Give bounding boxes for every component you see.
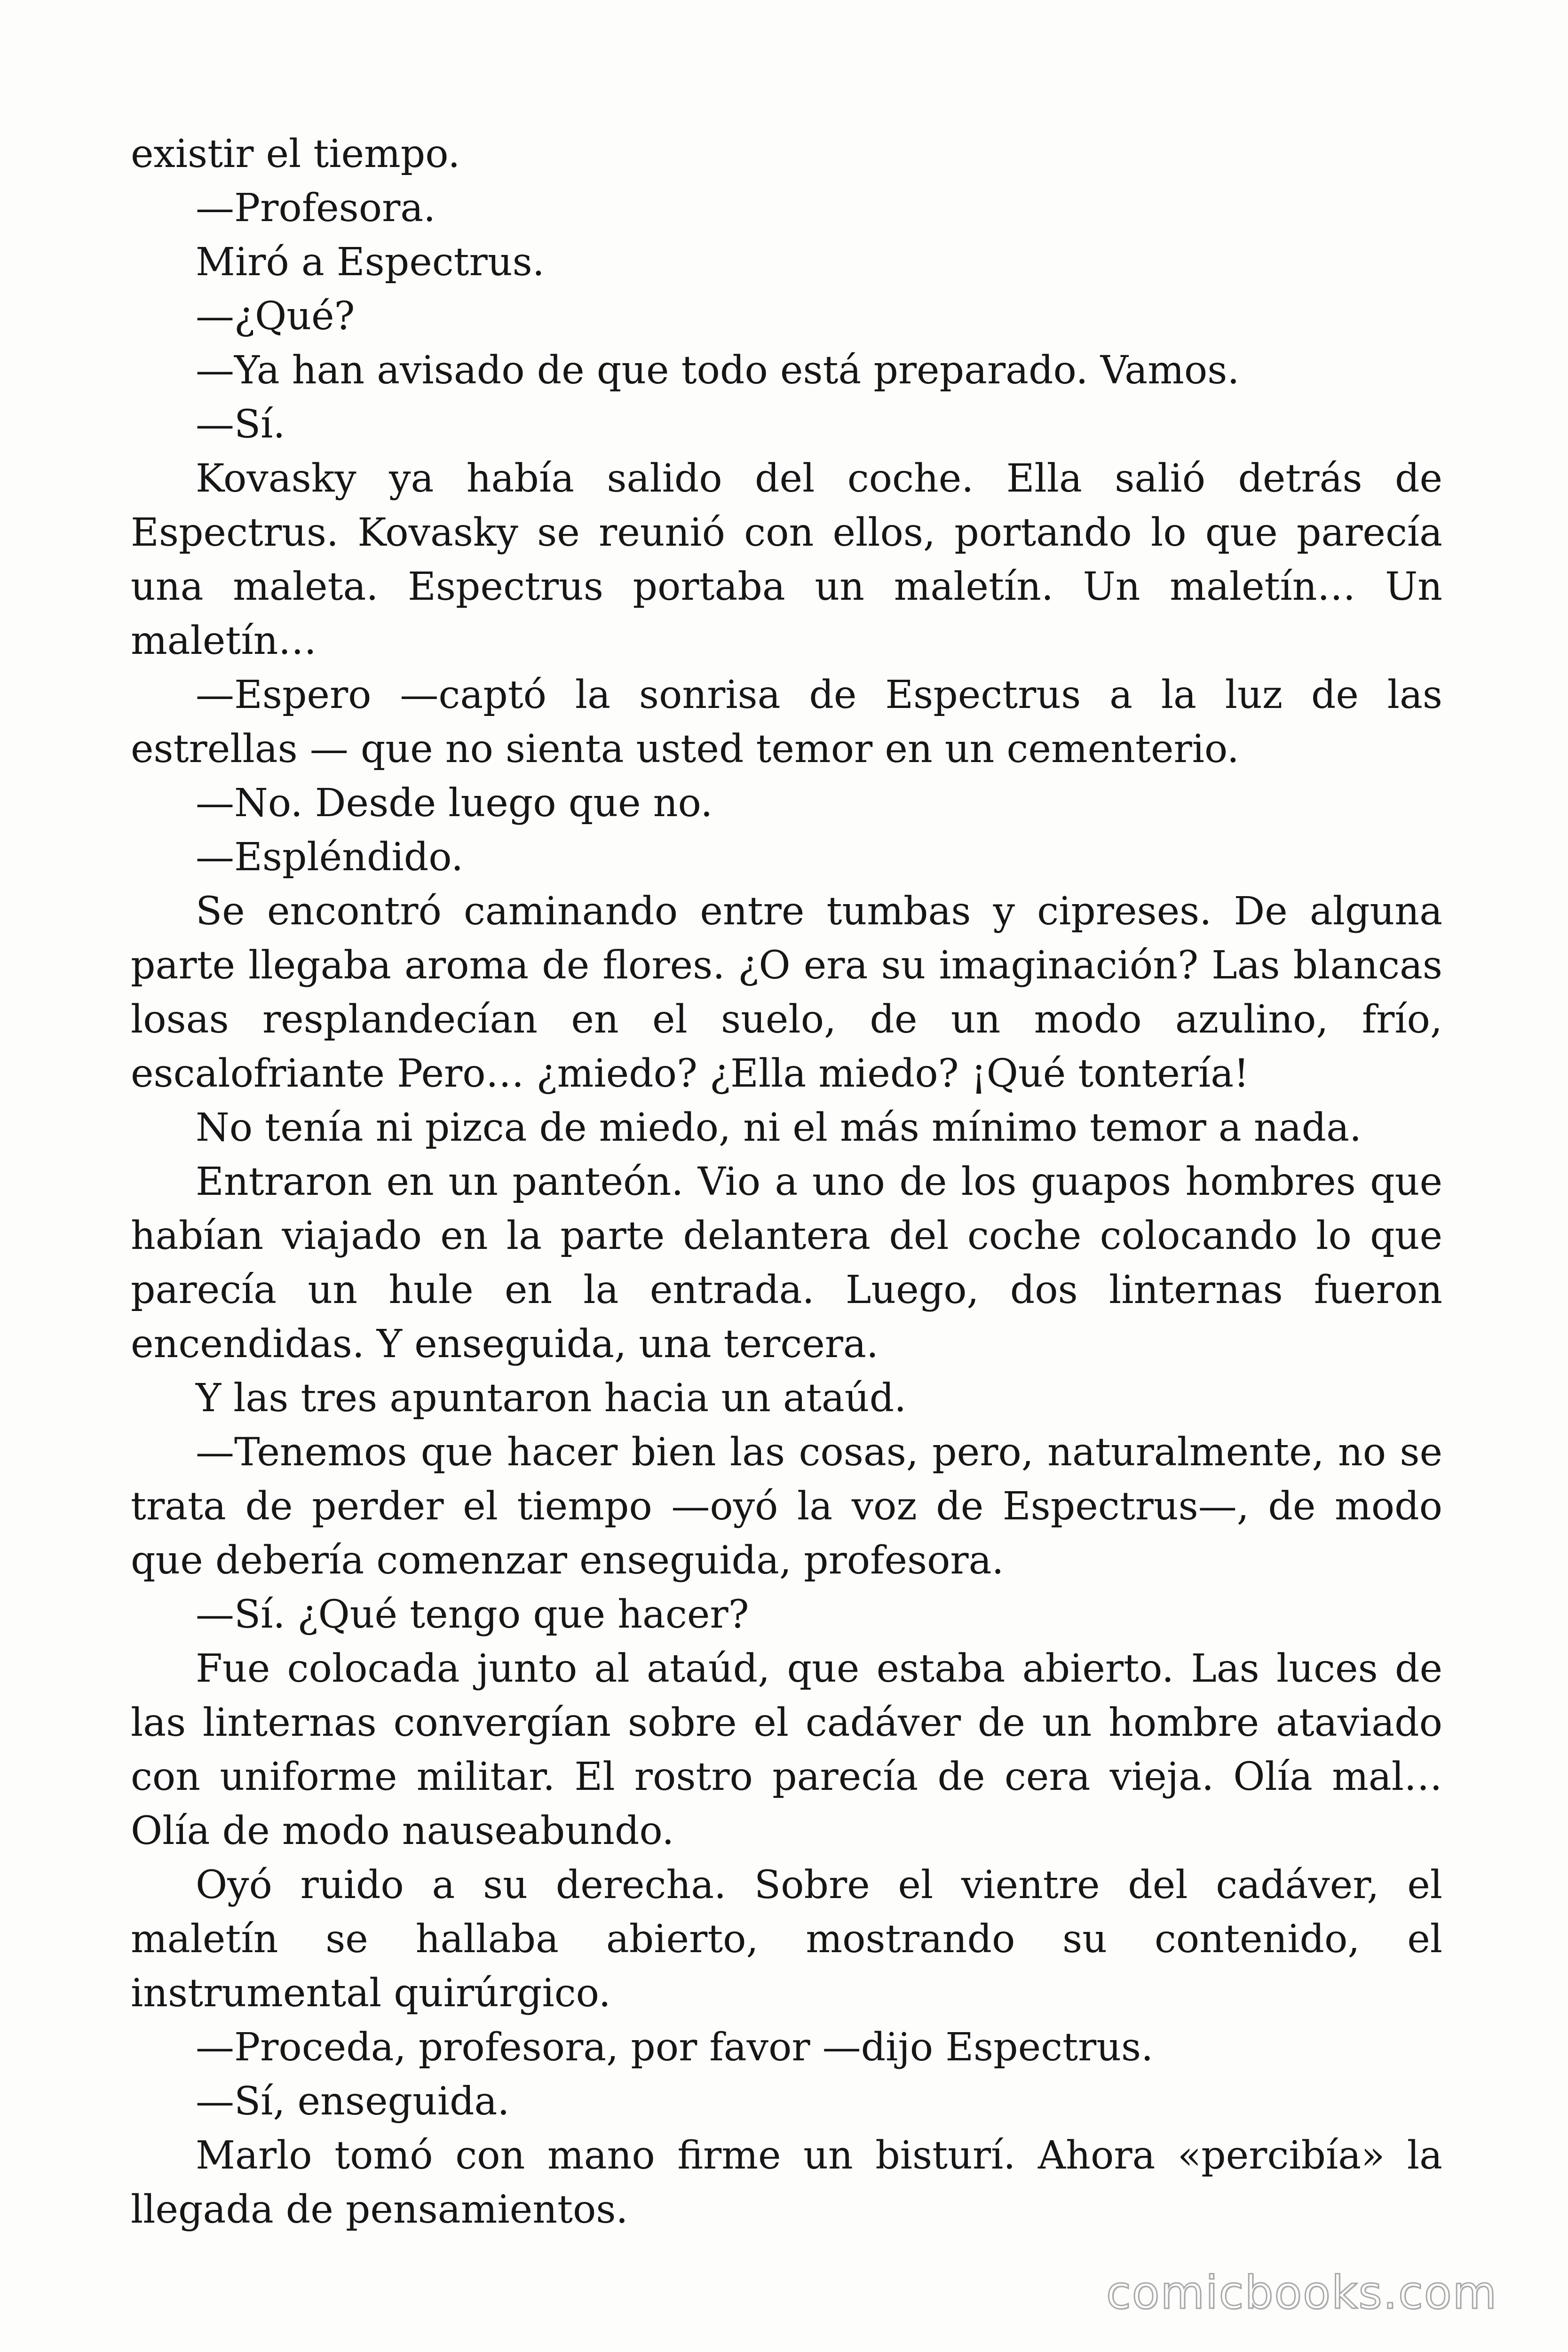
paragraph: —¿Qué? — [196, 294, 355, 339]
paragraph: —Ya han avisado de que todo está preparado. Vamos. — [196, 348, 1240, 393]
paragraph: —Sí, enseguida. — [196, 2079, 510, 2124]
paragraph: Y las tres apuntaron hacia un ataúd. — [196, 1376, 907, 1421]
paragraph: —Tenemos que hacer bien las cosas, pero, naturalmente, no se trata de perder el tiempo —oyó la voz de Espectrus—, de modo que debería comenzar enseguida, profesora. — [131, 1430, 1442, 1583]
paragraph: —Sí. ¿Qué tengo que hacer? — [196, 1592, 749, 1637]
paragraph: —Profesora. — [196, 186, 436, 230]
paragraph: Oyó ruido a su derecha. Sobre el vientre del cadáver, el maletín se hallaba abierto, mostrando su contenido, el instrumental quirúrgico. — [131, 1863, 1442, 2016]
watermark: comicbooks.com — [1106, 2266, 1497, 2319]
paragraph: Fue colocada junto al ataúd, que estaba abierto. Las luces de las linternas convergían sobre el cadáver de un hombre ataviado con uniforme militar. El rostro parecía de cera vieja. Olía mal… Olía de modo nauseabundo. — [131, 1646, 1442, 1853]
paragraph: existir el tiempo. — [131, 132, 460, 176]
page-body-text — [131, 127, 1442, 2237]
paragraph: —No. Desde luego que no. — [196, 781, 713, 826]
paragraph: Marlo tomó con mano firme un bisturí. Ahora «percibía» la llegada de pensamientos. — [131, 2133, 1442, 2232]
paragraph: Entraron en un panteón. Vio a uno de los guapos hombres que habían viajado en la parte delantera del coche colocando lo que parecía un hule en la entrada. Luego, dos linternas fueron encendidas. Y enseguida, una tercera. — [131, 1160, 1442, 1367]
paragraph: —Espléndido. — [196, 835, 464, 880]
paragraph: No tenía ni pizca de miedo, ni el más mínimo temor a nada. — [196, 1105, 1362, 1150]
paragraph: —Proceda, profesora, por favor —dijo Espectrus. — [196, 2025, 1154, 2070]
paragraph: —Sí. — [196, 402, 285, 447]
paragraph: —Espero —captó la sonrisa de Espectrus a la luz de las estrellas — que no sienta usted temor en un cementerio. — [131, 673, 1442, 771]
paragraph: Miró a Espectrus. — [196, 240, 545, 285]
paragraph: Kovasky ya había salido del coche. Ella salió detrás de Espectrus. Kovasky se reunió con ellos, portando lo que parecía una maleta. Espectrus portaba un maletín. Un maletín… Un maletín… — [131, 456, 1442, 663]
paragraph: Se encontró caminando entre tumbas y cipreses. De alguna parte llegaba aroma de flores. ¿O era su imaginación? Las blancas losas resplandecían en el suelo, de un modo azulino, frío, escalofriante Pero… ¿miedo? ¿Ella miedo? ¡Qué tontería! — [131, 889, 1442, 1096]
